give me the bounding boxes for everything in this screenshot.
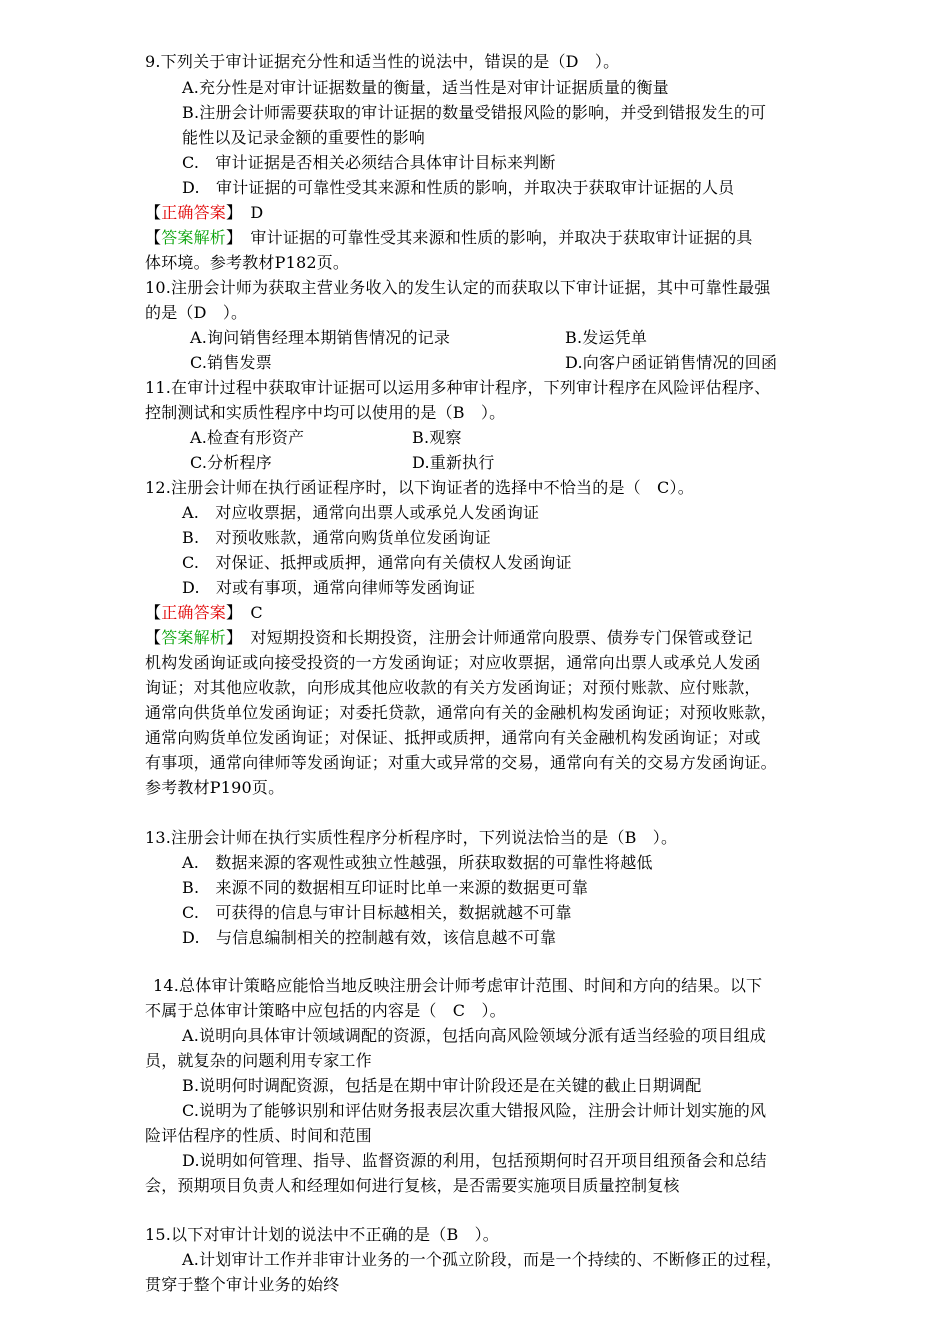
q9-option-a: A.充分性是对审计证据数量的衡量，适当性是对审计证据质量的衡量 bbox=[182, 78, 669, 97]
q13-option-c: C. 可获得的信息与审计目标越相关，数据就越不可靠 bbox=[182, 903, 572, 922]
q12-analysis-line-7: 参考教材P190页。 bbox=[145, 778, 285, 797]
q13-option-d: D. 与信息编制相关的控制越有效，该信息越不可靠 bbox=[182, 928, 557, 947]
q14-option-d-cont: 会，预期项目负责人和经理如何进行复核，是否需要实施项目质量控制复核 bbox=[145, 1176, 680, 1195]
q11-option-c: C.分析程序 bbox=[190, 453, 272, 472]
q9-answer: 【正确答案】 D bbox=[145, 203, 264, 222]
analysis-label: 答案解析 bbox=[161, 228, 227, 247]
analysis-label: 答案解析 bbox=[161, 628, 227, 647]
q11-stem: 11.在审计过程中获取审计证据可以运用多种审计程序，下列审计程序在风险评估程序、 bbox=[145, 378, 771, 397]
answer-label: 正确答案 bbox=[161, 203, 227, 222]
q15-option-a: A.计划审计工作并非审计业务的一个孤立阶段，而是一个持续的、不断修正的过程， bbox=[182, 1250, 783, 1269]
q9-option-b: B.注册会计师需要获取的审计证据的数量受错报风险的影响，并受到错报发生的可 bbox=[182, 103, 767, 122]
q10-option-a: A.询问销售经理本期销售情况的记录 bbox=[190, 328, 451, 347]
q10-option-b: B.发运凭单 bbox=[565, 328, 648, 347]
q10-stem: 10.注册会计师为获取主营业务收入的发生认定的而获取以下审计证据，其中可靠性最强 bbox=[145, 278, 771, 297]
q14-stem: 14.总体审计策略应能恰当地反映注册会计师考虑审计范围、时间和方向的结果。以下 bbox=[153, 976, 763, 995]
q13-option-b: B. 来源不同的数据相互印证时比单一来源的数据更可靠 bbox=[182, 878, 589, 897]
q11-option-d: D.重新执行 bbox=[412, 453, 495, 472]
q12-analysis-line-5: 通常向购货单位发函询证；对保证、抵押或质押，通常向有关金融机构发函询证；对或 bbox=[145, 728, 761, 747]
q14-option-c: C.说明为了能够识别和评估财务报表层次重大错报风险，注册会计师计划实施的风 bbox=[182, 1101, 767, 1120]
q12-analysis-line-2: 机构发函询证或向接受投资的一方发函询证；对应收票据，通常向出票人或承兑人发函 bbox=[145, 653, 761, 672]
q12-stem: 12.注册会计师在执行函证程序时，以下询证者的选择中不恰当的是（ C）。 bbox=[145, 478, 694, 497]
q14-stem-cont: 不属于总体审计策略中应包括的内容是（ C ）。 bbox=[145, 1001, 506, 1020]
q12-analysis-line-4: 通常向供货单位发函询证；对委托贷款，通常向有关的金融机构发函询证；对预收账款， bbox=[145, 703, 777, 722]
q9-analysis-cont: 体环境。参考教材P182页。 bbox=[145, 253, 350, 272]
q15-option-a-cont: 贯穿于整个审计业务的始终 bbox=[145, 1275, 340, 1294]
q12-analysis-line-3: 询证；对其他应收款，向形成其他应收款的有关方发函询证；对预付账款、应付账款， bbox=[145, 678, 761, 697]
q14-option-d: D.说明如何管理、指导、监督资源的利用，包括预期何时召开项目组预备会和总结 bbox=[182, 1151, 767, 1170]
q13-stem: 13.注册会计师在执行实质性程序分析程序时，下列说法恰当的是（B ）。 bbox=[145, 828, 678, 847]
q12-option-b: B. 对预收账款，通常向购货单位发函询证 bbox=[182, 528, 491, 547]
q14-option-b: B.说明何时调配资源，包括是在期中审计阶段还是在关键的截止日期调配 bbox=[182, 1076, 702, 1095]
answer-label: 正确答案 bbox=[161, 603, 227, 622]
q10-stem-cont: 的是（D ）。 bbox=[145, 303, 248, 322]
q11-option-b: B.观察 bbox=[412, 428, 462, 447]
q10-option-d: D.向客户函证销售情况的回函 bbox=[565, 353, 778, 372]
q12-option-d: D. 对或有事项，通常向律师等发函询证 bbox=[182, 578, 476, 597]
q12-option-a: A. 对应收票据，通常向出票人或承兑人发函询证 bbox=[182, 503, 540, 522]
q9-stem: 9.下列关于审计证据充分性和适当性的说法中，错误的是（D ）。 bbox=[145, 52, 620, 71]
q12-analysis: 【答案解析】 对短期投资和长期投资，注册会计师通常向股票、债券专门保管或登记 bbox=[145, 628, 753, 647]
q9-option-c: C. 审计证据是否相关必须结合具体审计目标来判断 bbox=[182, 153, 556, 172]
q9-option-b-cont: 能性以及记录金额的重要性的影响 bbox=[182, 128, 426, 147]
q14-option-a-cont: 员，就复杂的问题利用专家工作 bbox=[145, 1051, 372, 1070]
q14-option-a: A.说明向具体审计领域调配的资源，包括向高风险领域分派有适当经验的项目组成 bbox=[182, 1026, 767, 1045]
q15-stem: 15.以下对审计计划的说法中不正确的是（B ）。 bbox=[145, 1225, 500, 1244]
answer-value: D bbox=[250, 203, 264, 222]
q9-option-d: D. 审计证据的可靠性受其来源和性质的影响，并取决于获取审计证据的人员 bbox=[182, 178, 735, 197]
q12-option-c: C. 对保证、抵押或质押，通常向有关债权人发函询证 bbox=[182, 553, 572, 572]
q10-option-c: C.销售发票 bbox=[190, 353, 272, 372]
q12-answer: 【正确答案】 C bbox=[145, 603, 263, 622]
analysis-text: 对短期投资和长期投资，注册会计师通常向股票、债券专门保管或登记 bbox=[250, 628, 753, 647]
analysis-text: 审计证据的可靠性受其来源和性质的影响，并取决于获取审计证据的具 bbox=[250, 228, 753, 247]
q14-option-c-cont: 险评估程序的性质、时间和范围 bbox=[145, 1126, 372, 1145]
q11-option-a: A.检查有形资产 bbox=[190, 428, 305, 447]
q13-option-a: A. 数据来源的客观性或独立性越强，所获取数据的可靠性将越低 bbox=[182, 853, 653, 872]
answer-value: C bbox=[250, 603, 263, 622]
q12-analysis-line-6: 有事项，通常向律师等发函询证；对重大或异常的交易，通常向有关的交易方发函询证。 bbox=[145, 753, 777, 772]
q9-analysis: 【答案解析】 审计证据的可靠性受其来源和性质的影响，并取决于获取审计证据的具 bbox=[145, 228, 753, 247]
q11-stem-cont: 控制测试和实质性程序中均可以使用的是（B ）。 bbox=[145, 403, 506, 422]
